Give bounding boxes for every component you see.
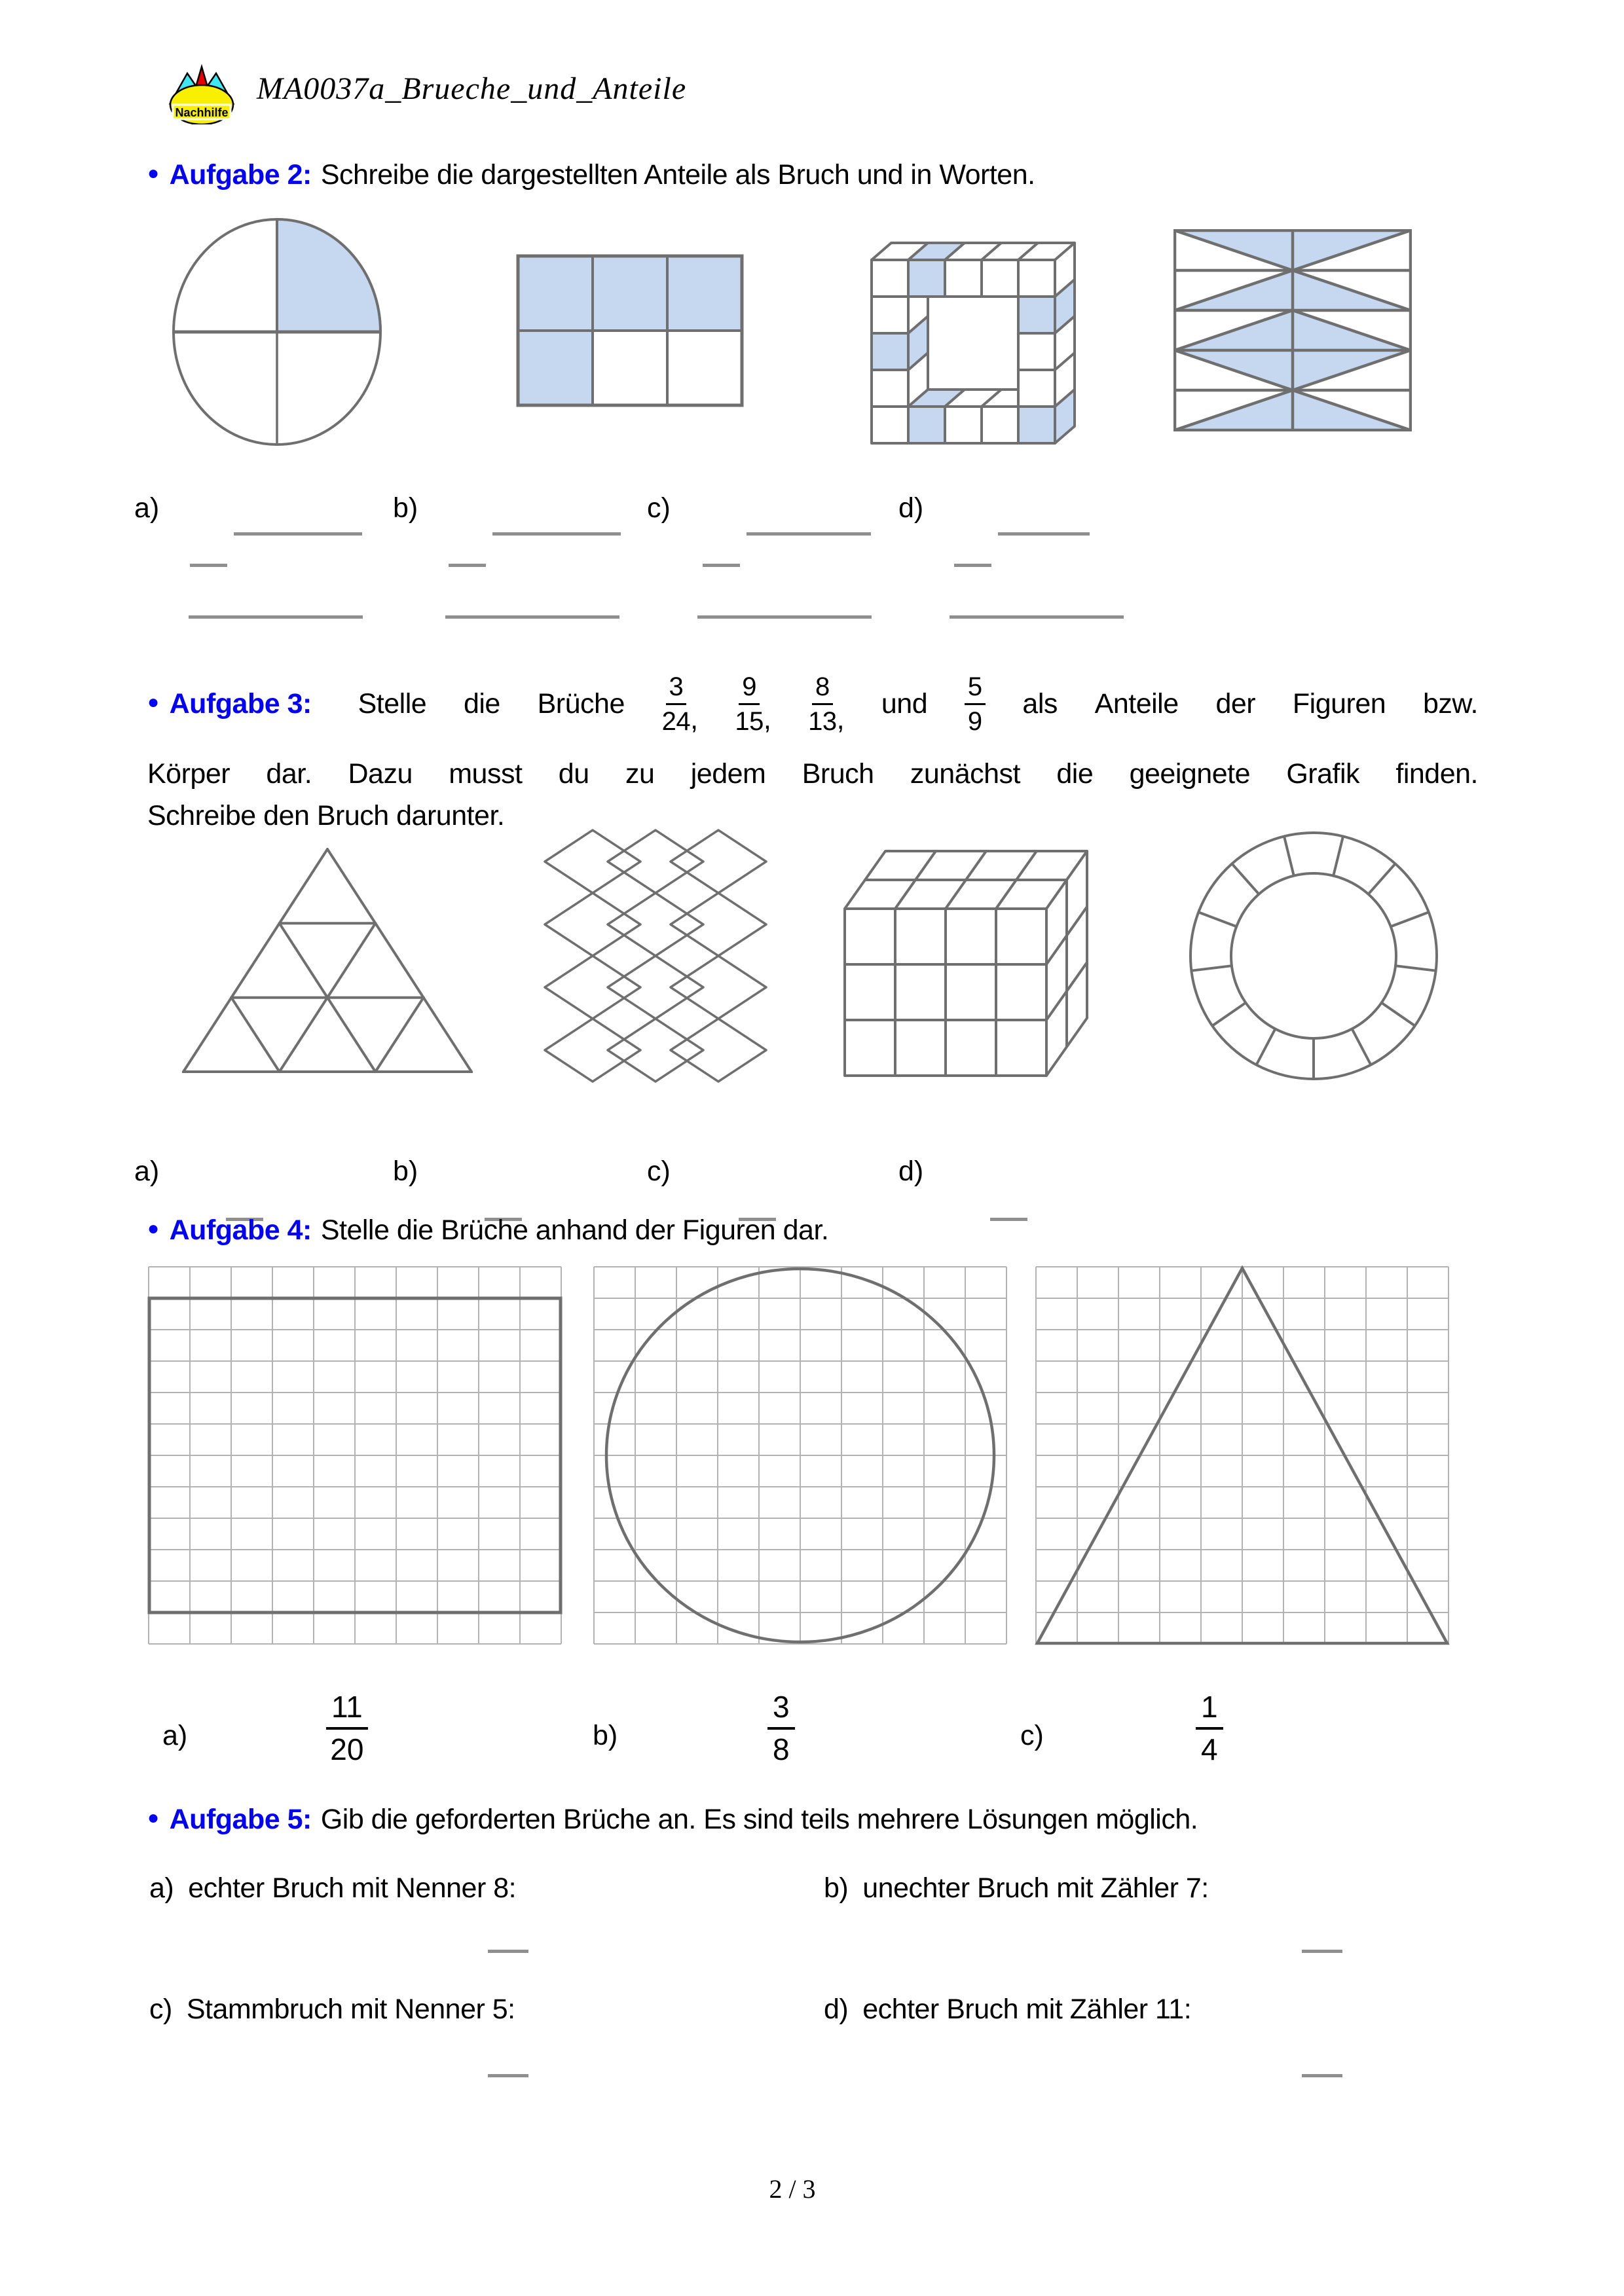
figure-task2-triangles: [1173, 229, 1412, 431]
task4-fraction-11-20: $\frac{11}{20}$: [326, 1690, 368, 1766]
task3-word: die: [463, 687, 500, 720]
bullet-icon: ●: [147, 1218, 159, 1239]
figure-task4-grid-rectangle: [147, 1266, 563, 1645]
task2-item-b: b): [393, 492, 418, 524]
figure-task4-grid-circle: [593, 1266, 1008, 1645]
bullet-icon: ●: [147, 691, 159, 713]
task3-word: bzw.: [1422, 687, 1478, 720]
figure-task2-frame: [870, 240, 1078, 446]
page-number: 2 / 3: [769, 2174, 816, 2204]
task4-header: [147, 1214, 828, 1247]
task2-item-d: d): [898, 492, 924, 524]
task4-label: Aufgabe 4:: [169, 1214, 312, 1246]
answer-line: [703, 564, 740, 567]
nachhilfe-logo: [165, 64, 238, 124]
task3-word: Brüche: [537, 687, 625, 720]
task3-word: der: [1215, 687, 1256, 720]
logo-text: Nachhilfe: [175, 106, 229, 119]
task4-item-b: b): [593, 1720, 618, 1751]
answer-line: [234, 532, 362, 536]
task5-item-a: a) echter Bruch mit Nenner 8:: [149, 1872, 517, 1904]
figure-task3-triangle: [182, 848, 473, 1074]
answer-line: [189, 615, 363, 619]
task2-instruction: Schreibe die dargestellten Anteile als Bruch und in Worten.: [320, 159, 1035, 191]
answer-line: [697, 615, 872, 619]
figure-task3-cuboid: [843, 850, 1092, 1080]
answer-line: [488, 2074, 528, 2077]
task3-text-line3: Schreibe den Bruch darunter.: [147, 800, 505, 831]
answer-line: [488, 1950, 528, 1953]
task3-item-c: c): [647, 1156, 671, 1187]
answer-line: [998, 532, 1090, 536]
task3-fraction-8-13: $\frac{8}{13}$ ,: [808, 672, 845, 736]
task3-word: Anteile: [1094, 687, 1179, 720]
answer-line: [1302, 2074, 1342, 2077]
task5-item-d: d) echter Bruch mit Zähler 11:: [824, 1994, 1192, 2025]
figure-task3-diamond-lattice: [544, 829, 769, 1085]
task3-item-a: a): [134, 1156, 160, 1187]
answer-line: [747, 532, 871, 536]
figure-task2-rectangle: [516, 254, 744, 407]
task5-item-b: b) unechter Bruch mit Zähler 7:: [824, 1872, 1209, 1904]
task3-header: [147, 655, 1478, 753]
task3-word: Stelle: [358, 687, 427, 720]
task4-item-a: a): [162, 1720, 188, 1751]
task2-label: Aufgabe 2:: [169, 159, 312, 191]
task5-instruction: Gib die geforderten Brüche an. Es sind teils mehrere Lösungen möglich.: [320, 1804, 1198, 1835]
task3-fraction-5-9: $\frac{5}{9}$: [965, 672, 986, 736]
task4-fraction-3-8: $\frac{3}{8}$: [767, 1690, 795, 1766]
task3-fraction-3-24: $\frac{3}{24}$ ,: [661, 672, 698, 736]
answer-line: [190, 564, 227, 567]
page-title: MA0037a_Brueche_und_Anteile: [257, 71, 687, 106]
task3-text-line2: Körper dar. Dazu musst du zu jedem Bruch zunächst die geeignete Grafik finden.: [147, 758, 1478, 790]
figure-task3-ring: [1187, 829, 1441, 1083]
bullet-icon: ●: [147, 162, 159, 184]
task4-instruction: Stelle die Brüche anhand der Figuren dar.: [320, 1214, 829, 1246]
figure-task4-grid-triangle: [1035, 1266, 1450, 1645]
task3-fraction-9-15: $\frac{9}{15}$ ,: [735, 672, 771, 736]
task5-item-c: c) Stammbruch mit Nenner 5:: [149, 1994, 515, 2025]
task4-fraction-1-4: $\frac{1}{4}$: [1196, 1690, 1223, 1766]
task2-header: [147, 159, 1035, 191]
task3-word: Figuren: [1292, 687, 1386, 720]
bullet-icon: ●: [147, 1807, 159, 1829]
answer-line: [492, 532, 621, 536]
task5-label: Aufgabe 5:: [169, 1804, 312, 1835]
task3-item-d: d): [898, 1156, 924, 1187]
task3-item-b: b): [393, 1156, 418, 1187]
answer-line: [449, 564, 486, 567]
answer-line: [445, 615, 619, 619]
task2-item-c: c): [647, 492, 671, 524]
figure-task2-circle: [169, 216, 385, 448]
answer-line: [950, 615, 1124, 619]
task4-item-c: c): [1020, 1720, 1044, 1751]
answer-line: [990, 1218, 1027, 1221]
task3-word: als: [1022, 687, 1058, 720]
task3-label: Aufgabe 3:: [169, 687, 312, 720]
answer-line: [1302, 1950, 1342, 1953]
answer-line: [954, 564, 991, 567]
task3-word: und: [881, 687, 928, 720]
task2-item-a: a): [134, 492, 160, 524]
task5-header: [147, 1804, 1198, 1836]
